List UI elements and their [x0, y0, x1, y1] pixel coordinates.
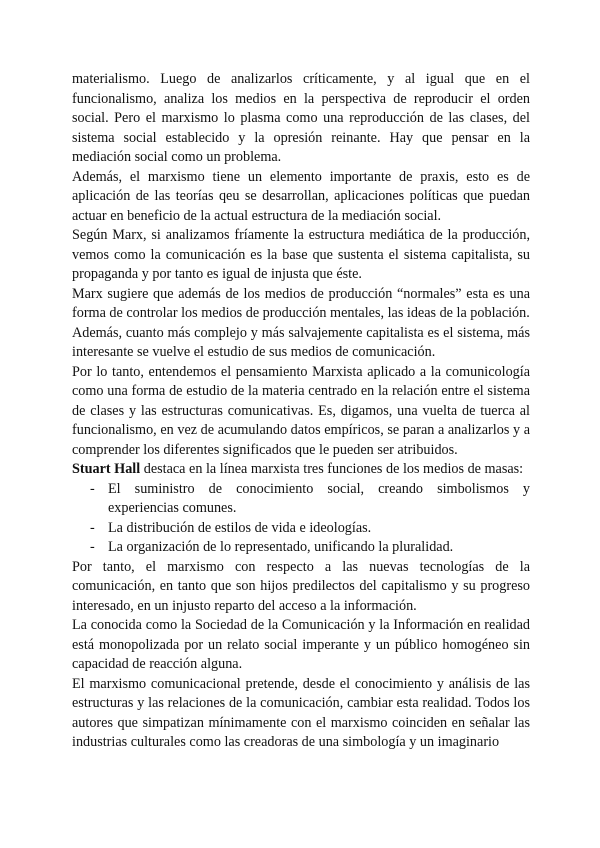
- paragraph: Por tanto, el marxismo con respecto a las nuevas tecnologías de la comunicación, en tanto que son hijos predilectos del capitalismo y su progreso interesado, en un injusto reparto del acceso a la información.: [72, 558, 530, 614]
- list-item: [72, 519, 530, 539]
- list-item: [72, 538, 530, 558]
- paragraph: Según Marx, si analizamos fríamente la estructura mediática de la producción, vemos como la comunicación es la base que sustenta el sistema capitalista, su propaganda y por tanto es igual de injusta que éste.: [72, 227, 530, 282]
- author-name: Stuart Hall: [72, 461, 141, 477]
- paragraph: Además, el marxismo tiene un elemento importante de praxis, esto es de aplicación de las teorías qeu se desarrollan, aplicaciones políticas que puedan actuar en beneficio de la actual estructura de la mediación social.: [72, 168, 530, 224]
- list-item-text: La distribución de estilos de vida e ideologías.: [108, 519, 372, 536]
- list-dash: -: [90, 539, 95, 555]
- list-dash: -: [90, 480, 95, 497]
- paragraph: materialismo. Luego de analizarlos críticamente, y al igual que en el funcionalismo, analiza los medios en la perspectiva de reproducir el orden social. Pero el marxismo lo plasma como una reproducción de las clases, del sistema social establecido y la opresión reinante. Hay que pensar en la mediación social como un problema.: [72, 71, 530, 165]
- paragraph: [72, 460, 530, 480]
- document-page: [72, 70, 530, 753]
- paragraph: El marxismo comunicacional pretende, desde el conocimiento y análisis de las estructuras y las relaciones de la comunicación, cambiar esta realidad. Todos los autores que simpatizan mínimamente con el marxismo coinciden en señalar las industrias culturales como las creadoras de una simbología y un imaginario: [72, 675, 530, 750]
- paragraph-text: destaca en la línea marxista tres funciones de los medios de masas:: [140, 461, 524, 477]
- paragraph: La conocida como la Sociedad de la Comunicación y la Información en realidad está monopolizada por un relato social imperante y un público homogéneo sin capacidad de reacción alguna.: [72, 617, 530, 672]
- list-item-text: La organización de lo representado, unificando la pluralidad.: [108, 539, 454, 555]
- list-item-text: El suministro de conocimiento social, creando simbolismos y experiencias comunes.: [108, 480, 530, 516]
- functions-list: [72, 480, 530, 558]
- paragraph: Por lo tanto, entendemos el pensamiento Marxista aplicado a la comunicología como una forma de estudio de la materia centrado en la relación entre el sistema de clases y las estructuras comunicativas. Es, digamos, una vuelta de tuerca al funcionalismo, en vez de acumulando datos empíricos, se paran a analizarlos y a comprender los diferentes significados que le pueden ser atribuidos.: [72, 363, 530, 458]
- list-item: [72, 480, 530, 519]
- list-dash: -: [90, 519, 95, 536]
- paragraph: Marx sugiere que además de los medios de producción “normales” esta es una forma de controlar los medios de producción mentales, las ideas de la población.: [72, 285, 530, 321]
- paragraph: Además, cuanto más complejo y más salvajemente capitalista es el sistema, más interesante se vuelve el estudio de sus medios de comunicación.: [72, 324, 530, 360]
